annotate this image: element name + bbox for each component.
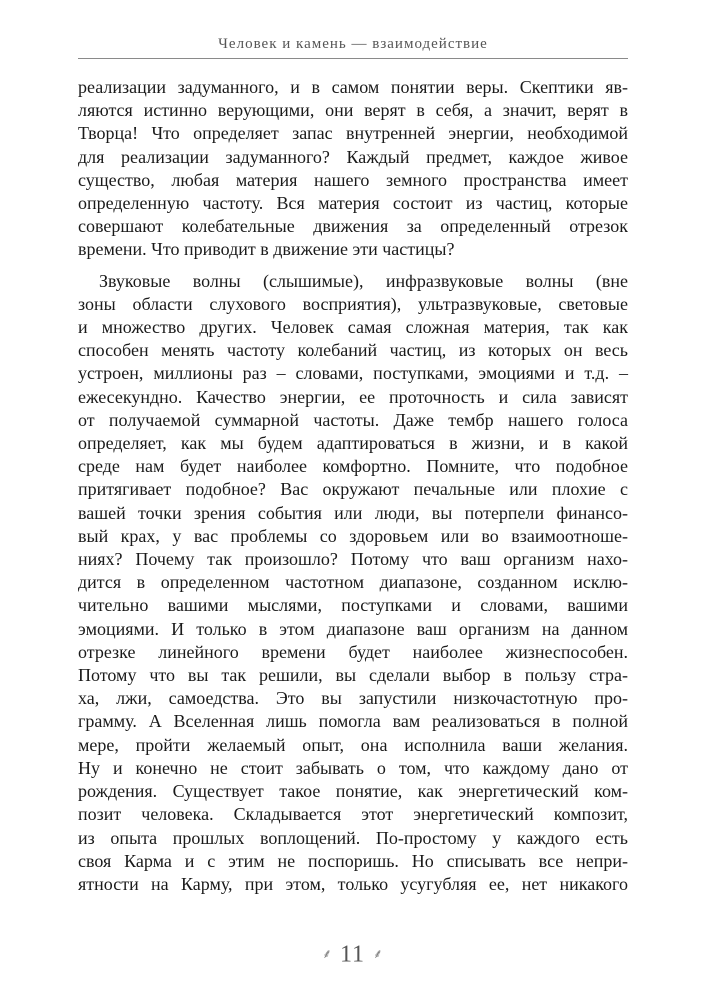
text-line: и множество других. Человек самая сложная материя, так как (78, 317, 628, 338)
text-line: рождения. Существует такое понятие, как энергетический ком- (78, 781, 628, 802)
text-line: Ну и конечно не стоит забывать о том, что каждому дано от (78, 757, 628, 778)
text-line: зоны области слухового восприятия), ультразвуковые, световые (78, 293, 628, 314)
text-line: устроен, миллионы раз – словами, поступками, эмоциями и т.д. – (78, 363, 628, 384)
text-line: для реализации задуманного? Каждый предмет, каждое живое (78, 146, 628, 167)
text-line: грамму. А Вселенная лишь помогла вам реализоваться в полной (78, 711, 628, 732)
text-line: способен менять частоту колебаний частиц, из которых он весь (78, 340, 628, 361)
text-line: определенную частоту. Вся материя состоит из частиц, которые (78, 193, 628, 214)
text-line: ляются истинно верующими, они верят в себя, а значит, верят в (78, 100, 628, 121)
text-line: вый крах, у вас проблемы со здоровьем или во взаимоотноше- (78, 525, 628, 546)
text-line: совершают колебательные движения за определенный отрезок (78, 216, 628, 237)
paragraph-gap (78, 262, 628, 270)
text-line: дится в определенном частотном диапазоне, созданном исклю- (78, 572, 628, 593)
text-line: реализации задуманного, и в самом понятии веры. Скептики яв- (78, 77, 628, 97)
text-line: Звуковые волны (слышимые), инфразвуковые волны (вне (99, 270, 628, 291)
text-line: ниях? Почему так произошло? Потому что ваш организм нахо- (78, 549, 628, 570)
ornament-right-icon: ⸙ (373, 946, 383, 962)
text-line: времени. Что приводит в движение эти частицы? (78, 239, 455, 260)
text-line: Творца! Что определяет запас внутренней энергии, необходимой (78, 123, 628, 144)
text-line: мере, пройти желаемый опыт, она исполнила ваши желания. (78, 734, 628, 755)
page-number: 11 (339, 941, 366, 968)
text-line: вашей точки зрения события или люди, вы потерпели финансо- (78, 502, 628, 523)
paragraph-1 (78, 76, 628, 262)
text-line: позит человека. Складывается этот энергетический композит, (78, 804, 628, 825)
text-line: ежесекундно. Качество энергии, ее проточность и сила зависят (78, 386, 628, 407)
text-line: определяет, как мы будем адаптироваться в жизни, и в какой (78, 433, 628, 454)
text-line: притягивает подобное? Вас окружают печальные или плохие с (78, 479, 628, 500)
text-body (78, 76, 628, 896)
text-line: эмоциями. И только в этом диапазоне ваш организм на данном (78, 618, 628, 639)
text-line: из опыта прошлых воплощений. По-простому у каждого есть (78, 827, 628, 848)
text-line: ятности на Карму, при этом, только усугубляя ее, нет никакого (78, 873, 628, 894)
text-line: отрезке линейного времени будет наиболее жизнеспособен. (78, 641, 628, 662)
text-line: Потому что вы так решили, вы сделали выбор в пользу стра- (78, 665, 628, 686)
paragraph-2 (78, 270, 628, 896)
text-line: чительно вашими мыслями, поступками и словами, вашими (78, 595, 628, 616)
text-line: ха, лжи, самоедства. Это вы запустили низкочастотную про- (78, 688, 628, 709)
header-rule (78, 58, 628, 59)
text-line: существо, любая материя нашего земного пространства имеет (78, 169, 628, 190)
text-line: от получаемой суммарной частоты. Даже тембр нашего голоса (78, 409, 628, 430)
text-line: своя Карма и с этим не поспоришь. Но списывать все непри- (78, 850, 628, 871)
ornament-left-icon: ⸙ (322, 946, 332, 962)
page-folio (0, 938, 705, 969)
running-head-title: Человек и камень — взаимодействие (218, 36, 488, 52)
text-line: среде нам будет наиболее комфортно. Помните, что подобное (78, 456, 628, 477)
